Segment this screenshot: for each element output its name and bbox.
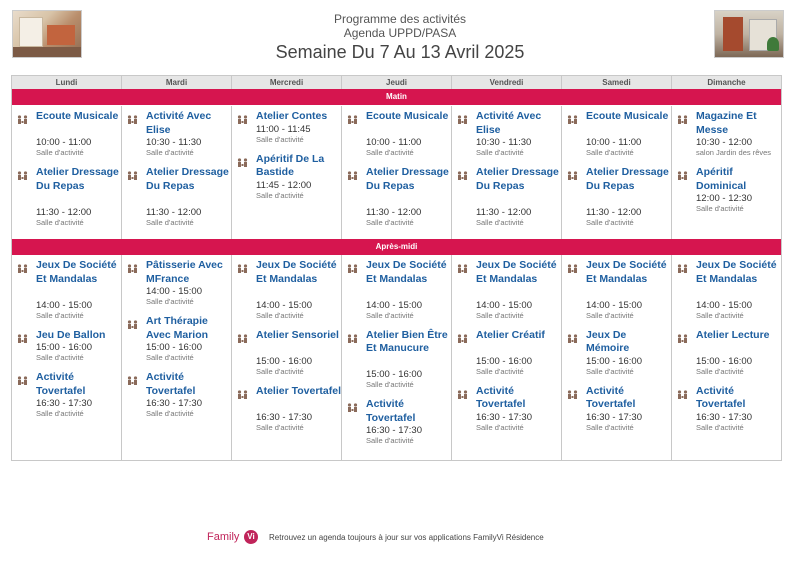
people-icon <box>567 112 578 122</box>
activity-time: 11:30 - 12:00 <box>586 206 642 218</box>
activity-place: Salle d'activité <box>696 204 744 213</box>
activity-time: 10:00 - 11:00 <box>36 137 92 148</box>
people-icon <box>17 331 28 341</box>
activity-item[interactable] <box>12 110 122 158</box>
day-header-3: Jeudi <box>342 76 452 89</box>
activity-name: Atelier Dressage Du Repas <box>366 166 449 192</box>
activity-name: Magazine Et Messe <box>696 110 757 136</box>
activity-place: Salle d'activité <box>36 353 84 362</box>
activity-item[interactable] <box>232 110 342 145</box>
footer <box>0 530 800 546</box>
people-icon <box>347 400 358 410</box>
people-icon <box>457 331 468 341</box>
activity-name: Ecoute Musicale <box>36 110 119 122</box>
afternoon-column-samedi <box>562 255 672 460</box>
activity-name: Pâtisserie Avec MFrance <box>146 259 223 285</box>
activity-place: Salle d'activité <box>256 310 304 320</box>
activity-name: Atelier Dressage Du Repas <box>476 166 559 192</box>
activity-item[interactable] <box>672 385 782 433</box>
activity-item[interactable] <box>12 166 122 228</box>
activity-item[interactable] <box>342 329 452 391</box>
activity-item[interactable] <box>562 385 672 433</box>
activity-place: Salle d'activité <box>696 310 744 320</box>
activity-name: Jeux De Société Et Mandalas <box>696 259 777 285</box>
activity-time: 11:30 - 12:00 <box>36 206 92 218</box>
activity-time: 11:30 - 12:00 <box>476 206 532 218</box>
activity-place: Salle d'activité <box>256 134 304 144</box>
activity-time: 11:45 - 12:00 <box>256 179 312 191</box>
day-header-5: Samedi <box>562 76 672 89</box>
activity-item[interactable] <box>672 259 782 321</box>
day-header-6: Dimanche <box>672 76 782 89</box>
activity-place: Salle d'activité <box>476 366 524 376</box>
activity-place: Salle d'activité <box>586 148 634 157</box>
activity-name: Apéritif De La Bastide <box>256 152 325 178</box>
morning-column-mercredi <box>232 106 342 239</box>
activity-place: Salle d'activité <box>366 380 414 389</box>
activity-item[interactable] <box>122 166 232 228</box>
people-icon <box>127 112 138 122</box>
people-icon <box>457 261 468 271</box>
activity-place: Salle d'activité <box>366 310 414 320</box>
activity-place: Salle d'activité <box>366 217 414 227</box>
activity-place: Salle d'activité <box>146 297 194 306</box>
people-icon <box>127 317 138 327</box>
activity-name: Art Thérapie Avec Marion <box>146 315 209 341</box>
activity-name: Activité Tovertafel <box>146 371 196 397</box>
activity-time: 12:00 - 12:30 <box>696 193 752 204</box>
activity-time: 16:30 - 17:30 <box>146 398 202 409</box>
activity-place: Salle d'activité <box>476 310 524 320</box>
activity-time: 10:00 - 11:00 <box>586 137 642 148</box>
people-icon <box>457 168 468 178</box>
activity-time: 14:00 - 15:00 <box>366 299 422 311</box>
activity-place: Salle d'activité <box>366 436 414 445</box>
people-icon <box>677 168 688 178</box>
activity-item[interactable] <box>672 110 782 158</box>
activity-time: 15:00 - 16:00 <box>256 355 312 367</box>
activity-time: 16:30 - 17:30 <box>366 425 422 436</box>
activity-name: Activité Tovertafel <box>366 398 416 424</box>
afternoon-column-lundi <box>12 255 122 460</box>
activity-place: Salle d'activité <box>696 422 744 432</box>
activity-name: Jeux De Société Et Mandalas <box>476 259 557 285</box>
activity-time: 11:30 - 12:00 <box>146 206 202 218</box>
morning-column-samedi <box>562 106 672 239</box>
activity-item[interactable] <box>452 110 562 158</box>
activity-item[interactable] <box>672 329 782 377</box>
activity-item[interactable] <box>452 166 562 228</box>
activity-name: Apéritif Dominical <box>696 166 747 192</box>
activity-place: Salle d'activité <box>696 366 744 376</box>
people-icon <box>567 168 578 178</box>
activity-place: Salle d'activité <box>476 422 524 432</box>
activity-time: 10:30 - 11:30 <box>476 137 532 148</box>
people-icon <box>677 387 688 397</box>
activity-name: Activité Tovertafel <box>586 384 636 410</box>
activity-time: 14:00 - 15:00 <box>586 299 642 311</box>
people-icon <box>677 261 688 271</box>
activity-item[interactable] <box>232 153 342 201</box>
people-icon <box>17 112 28 122</box>
day-header-2: Mercredi <box>232 76 342 89</box>
activity-place: Salle d'activité <box>586 422 634 432</box>
activity-place: Salle d'activité <box>256 422 304 432</box>
activity-item[interactable] <box>122 315 232 363</box>
people-icon <box>677 331 688 341</box>
activity-time: 14:00 - 15:00 <box>256 299 312 311</box>
activity-item[interactable] <box>232 385 342 433</box>
activity-name: Atelier Tovertafel <box>256 384 341 397</box>
activity-item[interactable] <box>562 110 672 158</box>
activity-place: Salle d'activité <box>256 190 304 200</box>
people-icon <box>237 387 248 397</box>
brand-mark-icon: Vi <box>244 530 258 544</box>
activity-time: 10:30 - 12:00 <box>696 137 752 148</box>
footer-text: Retrouvez un agenda toujours à jour sur vos applications FamilyVi Résidence <box>269 533 544 542</box>
activity-place: Salle d'activité <box>146 148 194 157</box>
activity-name: Atelier Créatif <box>476 328 545 341</box>
activity-time: 14:00 - 15:00 <box>36 299 92 311</box>
activity-item[interactable] <box>232 329 342 377</box>
activity-time: 11:30 - 12:00 <box>366 206 422 218</box>
people-icon <box>567 331 578 341</box>
page-subtitle: Agenda UPPD/PASA <box>343 26 457 40</box>
people-icon <box>567 261 578 271</box>
activity-name: Jeux De Société Et Mandalas <box>36 259 117 285</box>
activity-item[interactable] <box>122 110 232 158</box>
afternoon-column-mardi <box>122 255 232 460</box>
activity-item[interactable] <box>12 259 122 321</box>
activity-place: Salle d'activité <box>146 353 194 362</box>
activity-place: Salle d'activité <box>586 310 634 320</box>
activity-place: Salle d'activité <box>586 366 634 376</box>
people-icon <box>237 261 248 271</box>
activity-item[interactable] <box>12 329 122 364</box>
activity-time: 16:30 - 17:30 <box>586 411 642 423</box>
people-icon <box>237 331 248 341</box>
people-icon <box>127 261 138 271</box>
activity-place: salon Jardin des rêves <box>696 148 772 157</box>
people-icon <box>17 168 28 178</box>
activity-name: Atelier Dressage Du Repas <box>36 166 119 192</box>
activity-item[interactable] <box>342 110 452 158</box>
activity-item[interactable] <box>122 371 232 419</box>
people-icon <box>17 261 28 271</box>
activity-item[interactable] <box>452 329 562 377</box>
activity-place: Salle d'activité <box>586 217 634 227</box>
activity-item[interactable] <box>232 259 342 321</box>
activity-name: Jeux De Mémoire <box>586 328 630 354</box>
people-icon <box>127 168 138 178</box>
activity-name: Atelier Dressage Du Repas <box>146 166 229 192</box>
activity-place: Salle d'activité <box>476 217 524 227</box>
activity-item[interactable] <box>342 398 452 446</box>
activity-time: 10:30 - 11:30 <box>146 137 202 148</box>
activity-place: Salle d'activité <box>36 148 84 157</box>
activity-place: Salle d'activité <box>36 409 84 418</box>
people-icon <box>347 168 358 178</box>
afternoon-column-mercredi <box>232 255 342 460</box>
morning-column-lundi <box>12 106 122 239</box>
activity-time: 11:00 - 11:45 <box>256 123 311 135</box>
activity-name: Activité Avec Elise <box>146 110 212 136</box>
activity-name: Atelier Bien Être Et Manucure <box>366 328 448 354</box>
activity-name: Jeux De Société Et Mandalas <box>586 259 667 285</box>
activity-name: Atelier Contes <box>256 110 328 122</box>
activity-time: 15:00 - 16:00 <box>366 369 422 380</box>
activity-time: 15:00 - 16:00 <box>476 355 532 367</box>
period-band-afternoon: Après-midi <box>12 239 781 255</box>
activity-time: 14:00 - 15:00 <box>476 299 532 311</box>
activity-item[interactable] <box>342 259 452 321</box>
activity-item[interactable] <box>122 259 232 307</box>
activity-time: 14:00 - 15:00 <box>146 286 202 297</box>
activity-place: Salle d'activité <box>36 217 84 227</box>
activity-place: Salle d'activité <box>36 310 84 320</box>
activity-time: 15:00 - 16:00 <box>36 342 92 353</box>
people-icon <box>237 155 248 165</box>
activity-name: Atelier Dressage Du Repas <box>586 166 669 192</box>
people-icon <box>347 331 358 341</box>
morning-column-dimanche <box>672 106 782 239</box>
morning-column-jeudi <box>342 106 452 239</box>
activity-name: Activité Tovertafel <box>696 384 746 410</box>
activity-item[interactable] <box>452 385 562 433</box>
activity-name: Ecoute Musicale <box>366 110 449 122</box>
activity-item[interactable] <box>342 166 452 228</box>
people-icon <box>457 112 468 122</box>
activity-time: 10:00 - 11:00 <box>366 137 422 148</box>
people-icon <box>677 112 688 122</box>
afternoon-column-vendredi <box>452 255 562 460</box>
people-icon <box>127 373 138 383</box>
activity-place: Salle d'activité <box>256 366 304 376</box>
afternoon-column-jeudi <box>342 255 452 460</box>
activity-place: Salle d'activité <box>366 148 414 157</box>
activity-name: Jeux De Société Et Mandalas <box>256 259 337 285</box>
activity-item[interactable] <box>562 329 672 377</box>
day-header-4: Vendredi <box>452 76 562 89</box>
activity-name: Jeux De Société Et Mandalas <box>366 259 447 285</box>
morning-column-vendredi <box>452 106 562 239</box>
activity-item[interactable] <box>452 259 562 321</box>
activity-name: Jeu De Ballon <box>36 328 106 341</box>
activity-name: Atelier Lecture <box>696 328 770 341</box>
activity-time: 15:00 - 16:00 <box>696 355 752 367</box>
activity-time: 16:30 - 17:30 <box>696 411 752 423</box>
activity-item[interactable] <box>562 259 672 321</box>
activity-name: Ecoute Musicale <box>586 110 669 122</box>
people-icon <box>457 387 468 397</box>
activity-time: 15:00 - 16:00 <box>146 342 202 353</box>
page-title: Programme des activités <box>333 12 467 26</box>
day-header-0: Lundi <box>12 76 122 89</box>
activity-name: Activité Tovertafel <box>476 384 526 410</box>
activity-item[interactable] <box>672 166 782 214</box>
activity-time: 16:30 - 17:30 <box>256 411 312 423</box>
activity-place: Salle d'activité <box>146 409 194 418</box>
activity-name: Activité Avec Elise <box>476 110 542 136</box>
activity-name: Activité Tovertafel <box>36 371 86 397</box>
activity-time: 16:30 - 17:30 <box>36 398 92 409</box>
activity-item[interactable] <box>12 371 122 419</box>
activity-name: Atelier Sensoriel <box>256 328 339 341</box>
people-icon <box>237 112 248 122</box>
brand-logo: Family <box>207 531 240 543</box>
activity-place: Salle d'activité <box>476 148 524 157</box>
activity-time: 14:00 - 15:00 <box>696 299 752 311</box>
day-header-1: Mardi <box>122 76 232 89</box>
activity-time: 16:30 - 17:30 <box>476 411 532 423</box>
schedule-grid <box>11 75 782 461</box>
people-icon <box>567 387 578 397</box>
activity-time: 15:00 - 16:00 <box>586 355 642 367</box>
period-band-morning: Matin <box>12 89 781 105</box>
morning-column-mardi <box>122 106 232 239</box>
activity-item[interactable] <box>562 166 672 228</box>
people-icon <box>347 112 358 122</box>
people-icon <box>17 373 28 383</box>
week-title: Semaine Du 7 Au 13 Avril 2025 <box>275 42 525 62</box>
people-icon <box>347 261 358 271</box>
activity-place: Salle d'activité <box>146 217 194 227</box>
afternoon-column-dimanche <box>672 255 782 460</box>
